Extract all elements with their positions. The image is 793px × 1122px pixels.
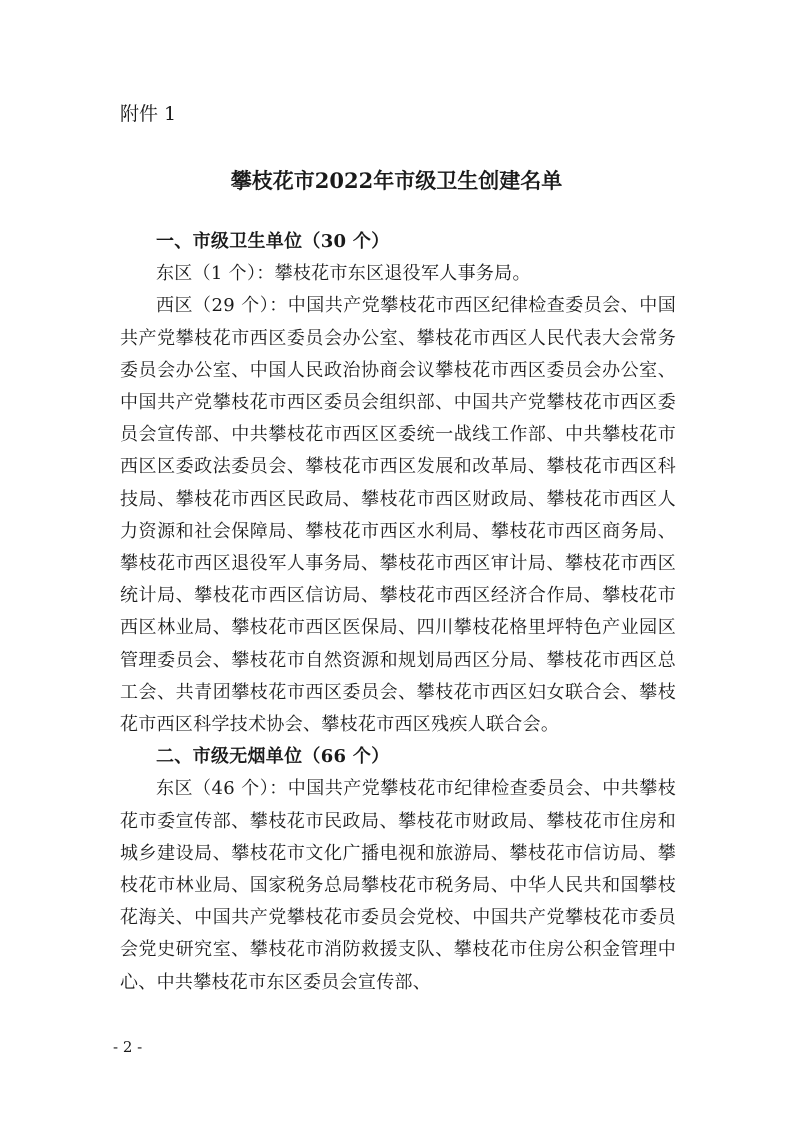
section-heading-smoke-free-units: 二、市级无烟单位（66 个） xyxy=(156,746,390,768)
document-title: 攀枝花市2022年市级卫生创建名单 xyxy=(230,168,563,193)
paragraph-dongqu-smoke-free-units: 东区（46 个）：中国共产党攀枝花市纪律检查委员会、中共攀枝花市委宣传部、攀枝花市民政局、攀枝花市财政局、攀枝花市住房和城乡建设局、攀枝花市文化广播电视和旅游局、攀枝花市信访局、攀枝花市林业局、国家税务总局攀枝花市税务局、中华人民共和国攀枝花海关、中国共产党攀枝花市委员会党校、中国共产党攀枝花市委员会党史研究室、攀枝花市消防救援支队、攀枝花市住房公积金管理中心、中共攀枝花市东区委员会宣传部、 xyxy=(120,778,676,993)
document-body xyxy=(120,226,676,999)
page-number: - 2 - xyxy=(113,1038,143,1056)
paragraph-xiqu-health-units: 西区（29 个）：中国共产党攀枝花市西区纪律检查委员会、中国共产党攀枝花市西区委员会办公室、攀枝花市西区人民代表大会常务委员会办公室、中国人民政治协商会议攀枝花市西区委员会办公室、中国共产党攀枝花市西区委员会组织部、中国共产党攀枝花市西区委员会宣传部、中共攀枝花市西区区委统一战线工作部、中共攀枝花市西区区委政法委员会、攀枝花市西区发展和改革局、攀枝花市西区科技局、攀枝花市西区民政局、攀枝花市西区财政局、攀枝花市西区人力资源和社会保障局、攀枝花市西区水利局、攀枝花市西区商务局、攀枝花市西区退役军人事务局、攀枝花市西区审计局、攀枝花市西区统计局、攀枝花市西区信访局、攀枝花市西区经济合作局、攀枝花市西区林业局、攀枝花市西区医保局、四川攀枝花格里坪特色产业园区管理委员会、攀枝花市自然资源和规划局西区分局、攀枝花市西区总工会、共青团攀枝花市西区委员会、攀枝花市西区妇女联合会、攀枝花市西区科学技术协会、攀枝花市西区残疾人联合会。 xyxy=(120,295,676,736)
section-heading-health-units: 一、市级卫生单位（30 个） xyxy=(156,231,390,252)
attachment-label: 附件 1 xyxy=(120,103,177,125)
paragraph-dongqu-health-units: 东区（1 个）：攀枝花市东区退役军人事务局。 xyxy=(156,263,531,285)
